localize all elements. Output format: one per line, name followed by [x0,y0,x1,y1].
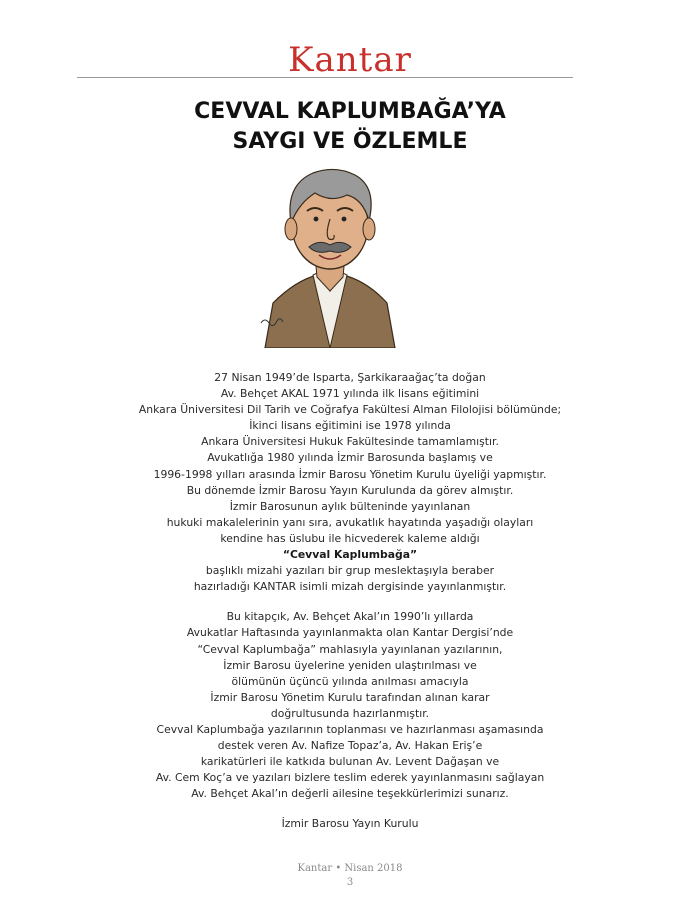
text-line: İzmir Barosunun aylık bülteninde yayınlanan [229,499,471,513]
text-line: Ankara Üniversitesi Hukuk Fakültesinde tamamlamıştır. [201,435,499,449]
text-line: karikatürleri ile katkıda bulunan Av. Levent Dağaşan ve [200,755,500,769]
text-line: Av. Behçet Akal’ın değerli ailesine teşekkürlerimizi sunarız. [191,787,509,801]
paragraph-gap [80,595,620,609]
text-line: İkinci lisans eğitimini ise 1978 yılında [249,419,451,433]
text-line: doğrultusunda hazırlanmıştır. [270,706,430,720]
title-line-1: CEVVAL KAPLUMBAĞA’YA [194,99,506,124]
text-line: Avukatlığa 1980 yılında İzmir Barosunda başlamış ve [207,451,493,465]
text-line: başlıklı mizahi yazıları bir grup meslektaşıyla beraber [205,564,495,578]
text-line: Ankara Üniversitesi Dil Tarih ve Coğrafya Fakültesi Alman Filolojisi bölümünde; [138,403,562,417]
text-line: Bu dönemde İzmir Barosu Yayın Kurulunda da görev almıştır. [186,483,514,497]
text-line: 1996-1998 yılları arasında İzmir Barosu Yönetim Kurulu üyeliği yapmıştır. [153,467,547,481]
header-divider [77,77,573,78]
text-line: destek veren Av. Nafize Topaz’a, Av. Hakan Eriş’e [217,739,483,753]
page-title [0,97,700,157]
text-line: 27 Nisan 1949’de Isparta, Şarkikaraağaç’ta doğan [214,371,486,384]
caricature-portrait-icon [255,163,405,348]
column-name: “Cevval Kaplumbağa” [282,548,418,562]
kantar-logo: Kantar [288,40,412,80]
footer-publication: Kantar • Nisan 2018 [297,863,403,874]
text-line: Bu kitapçık, Av. Behçet Akal’ın 1990’lı yıllarda [226,610,474,624]
text-line: Av. Behçet AKAL 1971 yılında ilk lisans eğitimini [220,387,480,401]
text-line: ölümünün üçüncü yılında anılması amacıyla [231,674,469,688]
title-line-2: SAYGI VE ÖZLEMLE [232,129,468,154]
text-line: Avukatlar Haftasında yayınlanmakta olan Kantar Dergisi’nde [186,626,514,640]
text-line: hukuki makalelerinin yanı sıra, avukatlık hayatında yaşadığı olayları [166,515,534,529]
dedication-text [80,370,620,833]
text-line: “Cevval Kaplumbağa” mahlasıyla yayınlanan yazılarının, [197,642,503,656]
page-footer [0,862,700,890]
text-line: Av. Cem Koç’a ve yazıları bizlere teslim ederek yayınlanmasını sağlayan [155,771,545,785]
text-line: kendine has üslubu ile hicvederek kaleme aldığı [220,531,480,545]
text-line: hazırladığı KANTAR isimli mizah dergisinde yayınlanmıştır. [193,580,507,594]
text-line: İzmir Barosu Yönetim Kurulu tarafından alınan karar [210,690,490,704]
text-line: İzmir Barosu üyelerine yeniden ulaştırılması ve [223,658,477,672]
text-line: Cevval Kaplumbağa yazılarının toplanması ve hazırlanması aşamasında [156,722,544,736]
signature: İzmir Barosu Yayın Kurulu [281,817,419,831]
page-number: 3 [346,877,354,888]
